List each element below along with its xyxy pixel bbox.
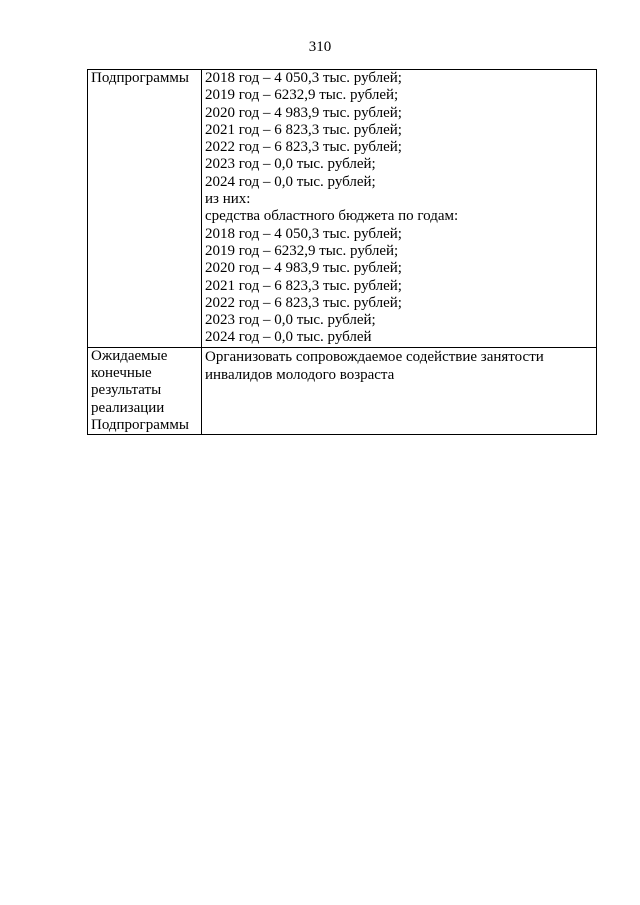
row-label-cell xyxy=(88,70,202,348)
row-label-line: конечные xyxy=(91,365,152,382)
row-label-line: Подпрограммы xyxy=(91,70,189,86)
financing-line: 2024 год – 0,0 тыс. рублей xyxy=(205,329,372,346)
row-content-cell xyxy=(202,70,597,348)
financing-line: 2022 год – 6 823,3 тыс. рублей; xyxy=(205,294,402,311)
financing-line: средства областного бюджета по годам: xyxy=(205,208,459,225)
financing-line: 2018 год – 4 050,3 тыс. рублей; xyxy=(205,225,402,242)
financing-line: 2022 год – 6 823,3 тыс. рублей; xyxy=(205,139,402,156)
financing-line: 2019 год – 6232,9 тыс. рублей; xyxy=(205,87,399,104)
row-label-cell xyxy=(88,347,202,434)
financing-line: 2020 год – 4 983,9 тыс. рублей; xyxy=(205,260,402,277)
table-row-financing xyxy=(88,70,597,348)
table-row-results xyxy=(88,347,597,434)
passport-table xyxy=(87,69,597,435)
row-label-line: реализации xyxy=(91,399,165,416)
financing-line: 2023 год – 0,0 тыс. рублей; xyxy=(205,156,376,173)
expected-results-text: Организовать сопровождаемое содействие занятости инвалидов молодого возраста xyxy=(205,348,544,383)
row-label-line: Подпрограммы xyxy=(91,416,189,433)
financing-line: из них: xyxy=(205,191,251,208)
financing-line: 2024 год – 0,0 тыс. рублей; xyxy=(205,173,376,190)
page-number: 310 xyxy=(308,39,332,55)
financing-line: 2018 год – 4 050,3 тыс. рублей; xyxy=(205,70,402,86)
financing-line: 2023 год – 0,0 тыс. рублей; xyxy=(205,312,376,329)
row-content-cell xyxy=(202,347,597,434)
row-label-line: Ожидаемые xyxy=(91,347,168,364)
financing-line: 2019 год – 6232,9 тыс. рублей; xyxy=(205,242,399,259)
row-label-line: результаты xyxy=(91,382,162,399)
financing-line: 2021 год – 6 823,3 тыс. рублей; xyxy=(205,277,402,294)
financing-line: 2020 год – 4 983,9 тыс. рублей; xyxy=(205,104,402,121)
financing-line: 2021 год – 6 823,3 тыс. рублей; xyxy=(205,121,402,138)
